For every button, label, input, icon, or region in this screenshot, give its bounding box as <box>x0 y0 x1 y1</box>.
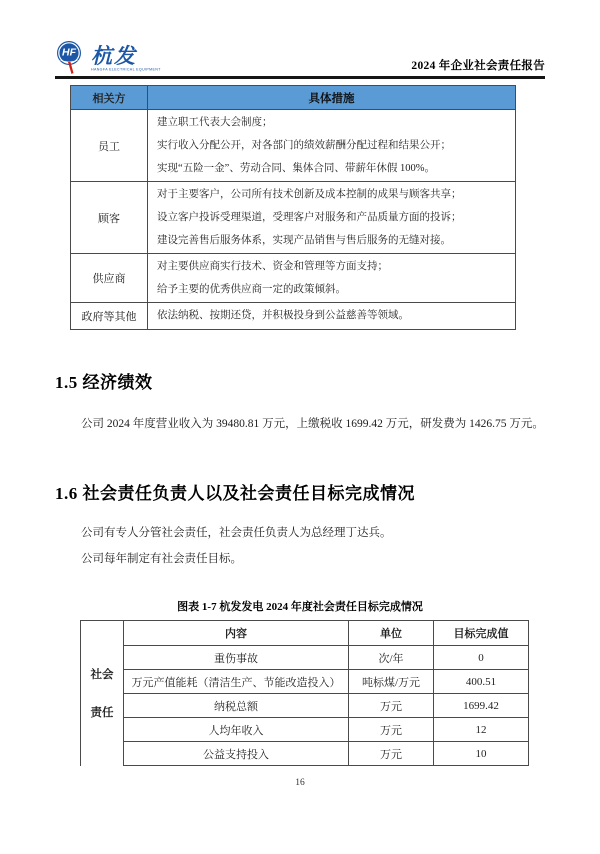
page-number: 16 <box>295 778 305 788</box>
goal-value: 12 <box>434 718 529 742</box>
goal-unit: 吨标煤/万元 <box>349 670 434 694</box>
header-rule <box>55 76 545 79</box>
measure-line: 给予主要的优秀供应商一定的政策倾斜。 <box>157 284 346 295</box>
logo-company-name: 杭发 <box>91 44 137 68</box>
table-row <box>81 694 529 718</box>
measures-cell <box>148 182 516 254</box>
paragraph-line: 公司每年制定有社会责任目标。 <box>81 552 242 565</box>
col-header-content: 内容 <box>124 621 349 646</box>
stakeholder-label: 员工 <box>71 110 148 182</box>
measure-line: 建立职工代表大会制度； <box>157 117 273 128</box>
goal-value: 1699.42 <box>434 694 529 718</box>
page-header <box>55 30 545 76</box>
measure-line: 实现“五险一金”、劳动合同、集体合同、带薪年休假 100%。 <box>157 163 435 174</box>
svg-text:HF: HF <box>62 46 76 59</box>
measures-cell <box>148 303 516 330</box>
measure-line: 建设完善售后服务体系，实现产品销售与售后服务的无缝对接。 <box>157 235 451 246</box>
section-heading-1-6: 1.6 社会责任负责人以及社会责任目标完成情况 <box>55 484 415 503</box>
table-row <box>81 646 529 670</box>
goal-unit: 万元 <box>349 742 434 766</box>
company-logo <box>55 40 169 76</box>
measure-line: 设立客户投诉受理渠道，受理客户对服务和产品质量方面的投诉； <box>157 212 462 223</box>
hf-logo-icon <box>55 40 87 76</box>
stakeholder-label: 供应商 <box>71 254 148 303</box>
section-heading-1-5: 1.5 经济绩效 <box>55 373 153 392</box>
measure-line: 依法纳税、按期还贷，并积极投身到公益慈善等领域。 <box>157 310 409 321</box>
measures-cell <box>148 110 516 182</box>
col-header-unit: 单位 <box>349 621 434 646</box>
table-row <box>71 303 516 330</box>
logo-text <box>91 40 169 72</box>
stakeholder-label: 顾客 <box>71 182 148 254</box>
group-label-line: 责任 <box>90 707 114 720</box>
measure-line: 实行收入分配公开，对各部门的绩效薪酬分配过程和结果公开； <box>157 140 451 151</box>
table-header-row <box>71 86 516 110</box>
table-caption: 图表 1-7 杭发发电 2024 年度社会责任目标完成情况 <box>177 601 423 613</box>
measure-line: 对于主要客户，公司所有技术创新及成本控制的成果与顾客共享； <box>157 189 462 200</box>
col-header-measures: 具体措施 <box>148 86 516 110</box>
csr-goals-table <box>80 620 529 766</box>
section-1-5-paragraph: 公司 2024 年度营业收入为 39480.81 万元，上缴税收 1699.42 万元，研发费为 1426.75 万元。 <box>81 418 544 430</box>
goal-value: 10 <box>434 742 529 766</box>
goal-unit: 万元 <box>349 718 434 742</box>
col-header-stakeholder: 相关方 <box>71 86 148 110</box>
table-row <box>81 742 529 766</box>
goal-unit: 万元 <box>349 694 434 718</box>
table-row <box>71 182 516 254</box>
report-title: 2024 年企业社会责任报告 <box>411 60 545 72</box>
goal-content: 重伤事故 <box>124 646 349 670</box>
goal-content: 人均年收入 <box>124 718 349 742</box>
measure-line: 对主要供应商实行技术、资金和管理等方面支持； <box>157 261 388 272</box>
goal-unit: 次/年 <box>349 646 434 670</box>
goal-content: 公益支持投入 <box>124 742 349 766</box>
logo-subtext: HANGFA ELECTRICAL EQUIPMENT <box>91 67 161 72</box>
col-header-target-value: 目标完成值 <box>434 621 529 646</box>
table-header-row <box>81 621 529 646</box>
stakeholder-measures-table <box>70 85 516 330</box>
group-label-cell <box>81 621 124 766</box>
goal-content: 万元产值能耗（清洁生产、节能改造投入） <box>124 670 349 694</box>
measures-cell <box>148 254 516 303</box>
goal-value: 0 <box>434 646 529 670</box>
paragraph-line: 公司有专人分管社会责任，社会责任负责人为总经理丁达兵。 <box>81 527 392 539</box>
goal-content: 纳税总额 <box>124 694 349 718</box>
section-1-6-paragraphs <box>55 521 545 572</box>
goal-value: 400.51 <box>434 670 529 694</box>
table-row <box>81 718 529 742</box>
stakeholder-label: 政府等其他 <box>71 303 148 330</box>
group-label-line: 社会 <box>90 669 114 682</box>
table-row <box>71 110 516 182</box>
table-row <box>71 254 516 303</box>
table-row <box>81 670 529 694</box>
